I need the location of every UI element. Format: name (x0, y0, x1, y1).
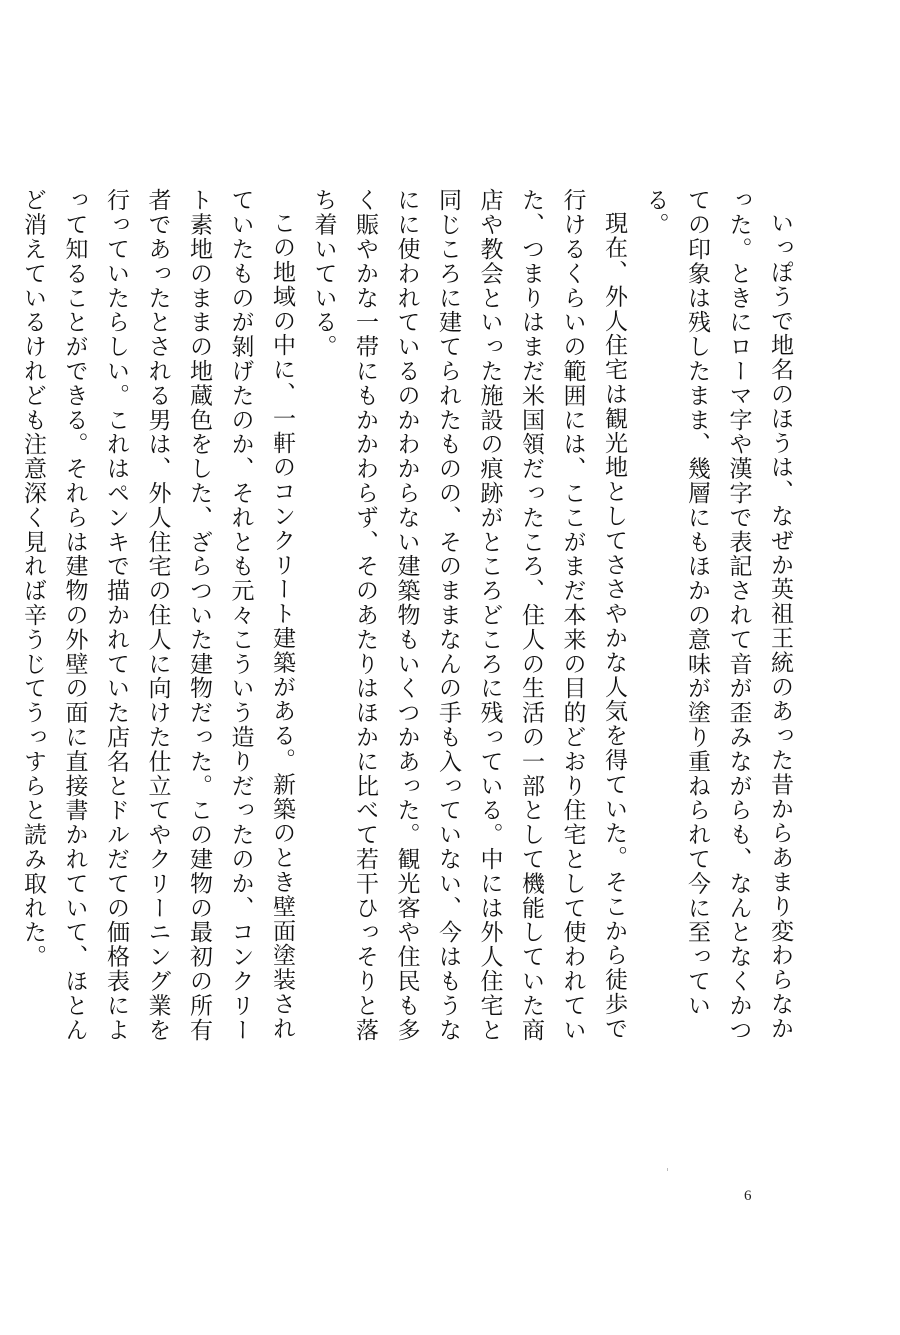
paragraph-1: いっぽうで地名のほうは、なぜか英祖王統のあった昔からあまり変わらなかった。ときにローマ字や漢字で表記されて音が歪みながらも、なんとなくかつての印象は残したまま、幾層にもほかの意味が塗り重ねられて今に至っている。 (642, 188, 793, 1042)
scan-speck (667, 1168, 668, 1171)
paragraph-2: 現在、外人住宅は観光地としてささやかな人気を得ていた。そこから徒歩で行けるくらいの範囲には、ここがまだ本来の目的どおり住宅として使われていた、つまりはまだ米国領だったころ、住人の生活の一部として機能していた商店や教会といった施設の痕跡がところどころに残っている。中には外人住宅と同じころに建てられたものの、そのままなんの手も入っていない、今はもうなにに使われているのかわからない建築物もいくつかあった。観光客や住民も多く賑やかな一帯にもかかわらず、そのあたりはほかに比べて若干ひっそりと落ち着いている。 (310, 188, 627, 1042)
body-text (20, 188, 800, 1058)
paragraph-3: この地域の中に、一軒のコンクリート建築がある。新築のとき壁面塗装されていたものが剝げたのか、それとも元々こういう造りだったのか、コンクリート素地のままの地蔵色をした、ざらついた建物だった。この建物の最初の所有者であったとされる男は、外人住宅の住人に向けた仕立てやクリーニング業を行っていたらしい。これはペンキで描かれていた店名とドルだての価格表によって知ることができる。それらは建物の外壁の面に直接書かれていて、ほとんど消えているけれども注意深く見れば辛うじてうっすらと読み取れた。 (20, 188, 295, 1042)
page-number: 6 (744, 1188, 752, 1204)
